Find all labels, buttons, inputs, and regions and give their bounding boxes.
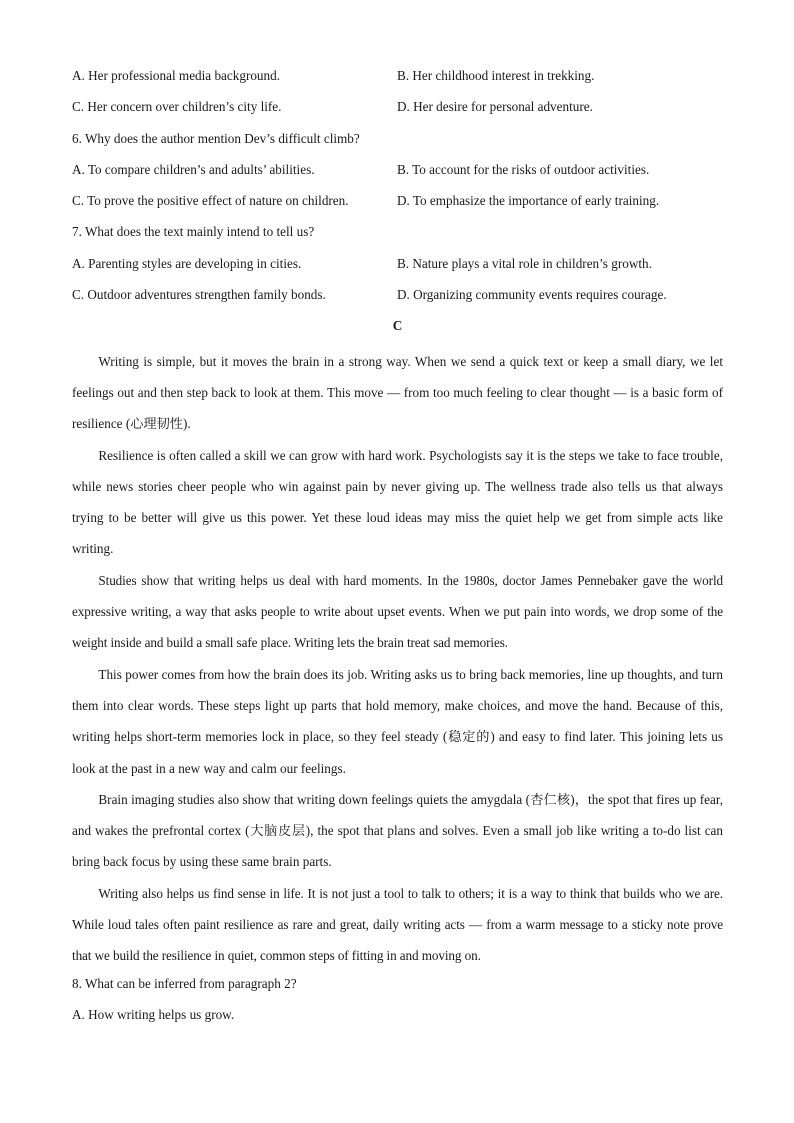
passage-paragraph-2: Resilience is often called a skill we can grow with hard work. Psychologists say it is the steps we take to face trouble, while news stories cheer people who win against pain by never giving up. The wellness trade also tells us that always trying to be better will give us this power. Yet these loud ideas may miss the quiet help we get from simple acts like writing.: [72, 447, 723, 557]
q7-stem: 7. What does the text mainly intend to tell us?: [72, 224, 315, 240]
q5-option-a[interactable]: A. Her professional media background.: [72, 68, 281, 83]
q8-stem: 8. What can be inferred from paragraph 2?: [72, 975, 297, 991]
exam-page: [72, 64, 723, 1034]
passage-paragraph-5: Brain imaging studies also show that writing down feelings quiets the amygdala (杏仁核)，the spot that fires up fear, and wakes the prefrontal cortex (大脑皮层), the spot that plans and solves. Even a small job like writing a to-do list can bring back focus by using these same brain parts.: [72, 791, 723, 870]
q7-option-c[interactable]: C. Outdoor adventures strengthen family bonds.: [72, 287, 326, 303]
passage-paragraph-4: This power comes from how the brain does its job. Writing asks us to bring back memories, line up thoughts, and turn them into clear words. These steps light up parts that hold memory, make choices, and move the hand. Because of this, writing helps short-term memories lock in place, so they feel steady (稳定的) and easy to find later. This joining lets us look at the past in a new way and calm our feelings.: [72, 666, 723, 776]
q5-options-row-1: [72, 64, 723, 95]
q6-stem: 6. Why does the author mention Dev’s difficult climb?: [72, 130, 360, 146]
passage-paragraph-6: Writing also helps us find sense in life. It is not just a tool to talk to others; it is a way to think that builds who we are. While loud tales often paint resilience as rare and great, daily writing acts — from a warm message to a sticky note prove that we build the resilience in quiet, common steps of fitting in and moving on.: [72, 885, 723, 964]
q5-option-c[interactable]: C. Her concern over children’s city life.: [72, 99, 282, 115]
q7-option-d[interactable]: D. Organizing community events requires courage.: [397, 287, 667, 303]
section-heading: C: [392, 318, 403, 334]
q8-option-a[interactable]: A. How writing helps us grow.: [72, 1006, 235, 1022]
q6-option-d[interactable]: D. To emphasize the importance of early training.: [397, 193, 660, 209]
q6-options-row-2: [72, 189, 723, 220]
q6-options-row-1: [72, 158, 723, 189]
q7-option-a[interactable]: A. Parenting styles are developing in cities.: [72, 255, 302, 271]
q7-options-row-1: [72, 252, 723, 283]
q6-option-c[interactable]: C. To prove the positive effect of nature on children.: [72, 193, 349, 209]
q7-options-row-2: [72, 283, 723, 314]
passage-paragraph-3: Studies show that writing helps us deal with hard moments. In the 1980s, doctor James Pennebaker gave the world expressive writing, a way that asks people to write about upset events. When we put pain into words, we drop some of the weight inside and build a small safe place. Writing lets the brain treat sad memories.: [72, 572, 723, 651]
q5-options-row-2: [72, 95, 723, 126]
q7-option-b[interactable]: B. Nature plays a vital role in children’s growth.: [397, 255, 652, 271]
passage-paragraph-1: Writing is simple, but it moves the brain in a strong way. When we send a quick text or keep a small diary, we let feelings out and then step back to look at them. This move — from too much feeling to clear thought — is a basic form of resilience (心理韧性).: [72, 353, 723, 432]
q5-option-d[interactable]: D. Her desire for personal adventure.: [397, 99, 593, 115]
q6-option-b[interactable]: B. To account for the risks of outdoor activities.: [397, 161, 650, 177]
q5-option-b[interactable]: B. Her childhood interest in trekking.: [397, 68, 595, 83]
q6-option-a[interactable]: A. To compare children’s and adults’ abilities.: [72, 161, 315, 177]
q8-options-row-1: [72, 1003, 723, 1034]
